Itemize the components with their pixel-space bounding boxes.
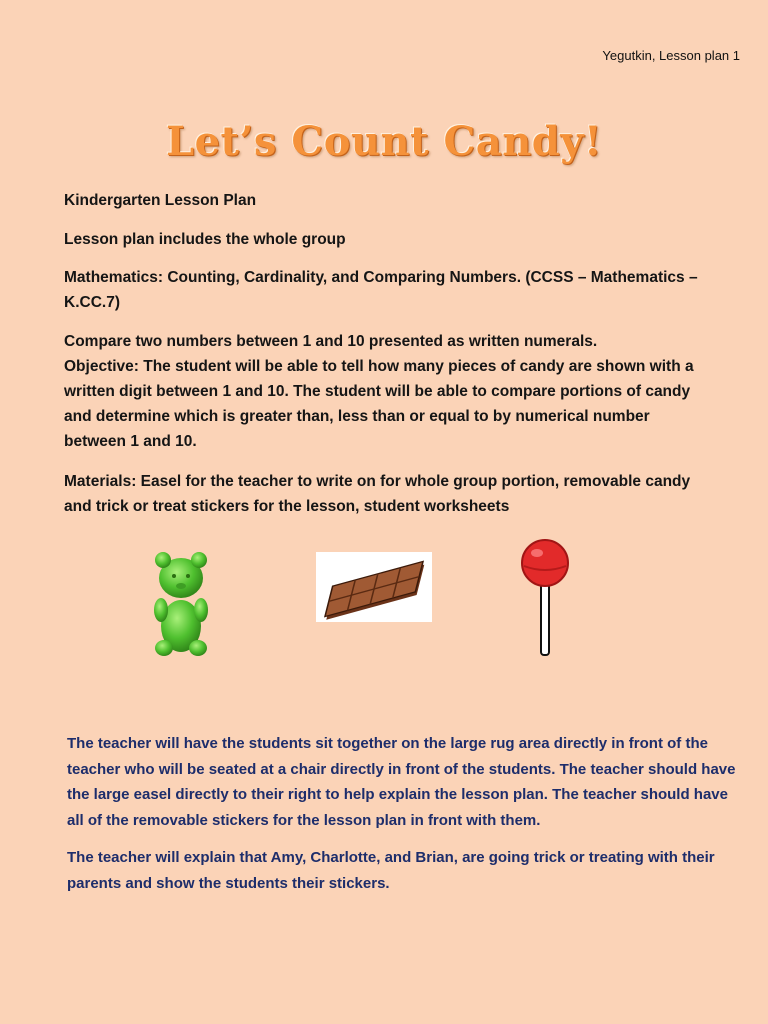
- standard-paragraph: [64, 265, 704, 315]
- procedure-paragraph-1: [67, 731, 743, 833]
- procedure-text-2: The teacher will explain that Amy, Charlotte, and Brian, are going trick or treating with their parents and show the students their stickers.: [67, 849, 715, 892]
- lollipop-icon: [520, 538, 572, 658]
- objective-paragraph: [64, 329, 704, 454]
- chocolate-bar-icon: [316, 552, 432, 622]
- materials-paragraph: [64, 469, 704, 519]
- group-paragraph: [64, 227, 714, 252]
- grade-paragraph: [64, 188, 714, 213]
- compare-text: Compare two numbers between 1 and 10 presented as written numerals.: [64, 333, 598, 350]
- procedure-text-1: The teacher will have the students sit together on the large rug area directly in front of the teacher who will be seated at a chair directly in front of the students. The teacher should have the large easel directly to their right to help explain the lesson plan. The teacher should have all of the removable stickers for the lesson plan in front with them.: [67, 735, 736, 829]
- objective-text: Objective: The student will be able to tell how many pieces of candy are shown with a written digit between 1 and 10. The student will be able to compare portions of candy and determine which is greater than, less than or equal to by numerical number between 1 and 10.: [64, 358, 694, 450]
- group-text: Lesson plan includes the whole group: [64, 231, 346, 248]
- procedure-paragraph-2: [67, 845, 743, 896]
- grade-text: Kindergarten Lesson Plan: [64, 192, 257, 209]
- running-header: Yegutkin, Lesson plan 1: [602, 48, 740, 63]
- materials-text: Materials: Easel for the teacher to write on for whole group portion, removable candy and trick or treat stickers for the lesson, student worksheets: [64, 473, 691, 515]
- gummy-bear-icon: [150, 548, 212, 658]
- standard-text: Mathematics: Counting, Cardinality, and Comparing Numbers. (CCSS – Mathematics – K.CC.7): [64, 269, 698, 311]
- page-title: Let’s Count Candy!: [165, 118, 603, 165]
